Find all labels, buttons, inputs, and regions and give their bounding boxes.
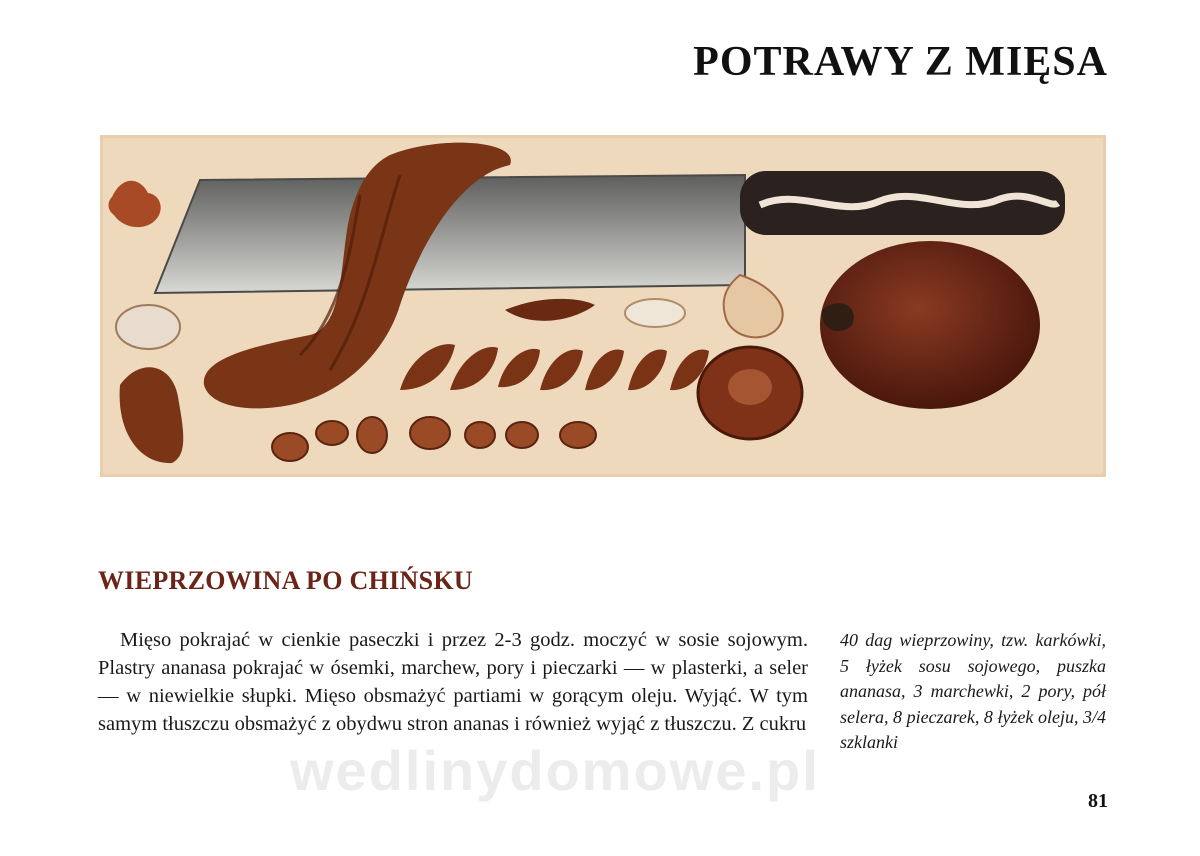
garlic-clove [116,305,180,349]
recipe-title: WIEPRZOWINA PO CHIŃSKU [98,566,473,595]
garlic-clove [625,299,685,327]
recipe-instructions: Mięso pokrajać w cienkie paseczki i przez 2-3 godz. moczyć w sosie sojowym. Plastry ananasa pokrajać w ósemki, marchew, pory i pieczarki — w plasterki, a seler — w niewielkie słupki. Mięso obsmażyć partiami w gorącym oleju. Wyjąć. W tym samym tłuszczu obsmażyć z obydwu stron ananas i również wyjąć z tłuszczu. Z cukru [98,629,808,735]
watermark: wedlinydomowe.pl [290,739,820,802]
cleaver-meat-vegetables-illustration [100,135,1106,477]
tomato [820,241,1040,409]
cleaver-handle [740,171,1065,235]
page-number: 81 [1088,790,1108,812]
chapter-title: POTRAWY Z MIĘSA [693,39,1108,85]
ingredients-list: 40 dag wieprzowiny, tzw. karkówki, 5 łyżek sosu sojowego, puszka ananasa, 3 marchewki, 2 pory, pół selera, 8 pieczarek, 8 łyżek oleju, 3/4 szklanki [840,630,1106,752]
